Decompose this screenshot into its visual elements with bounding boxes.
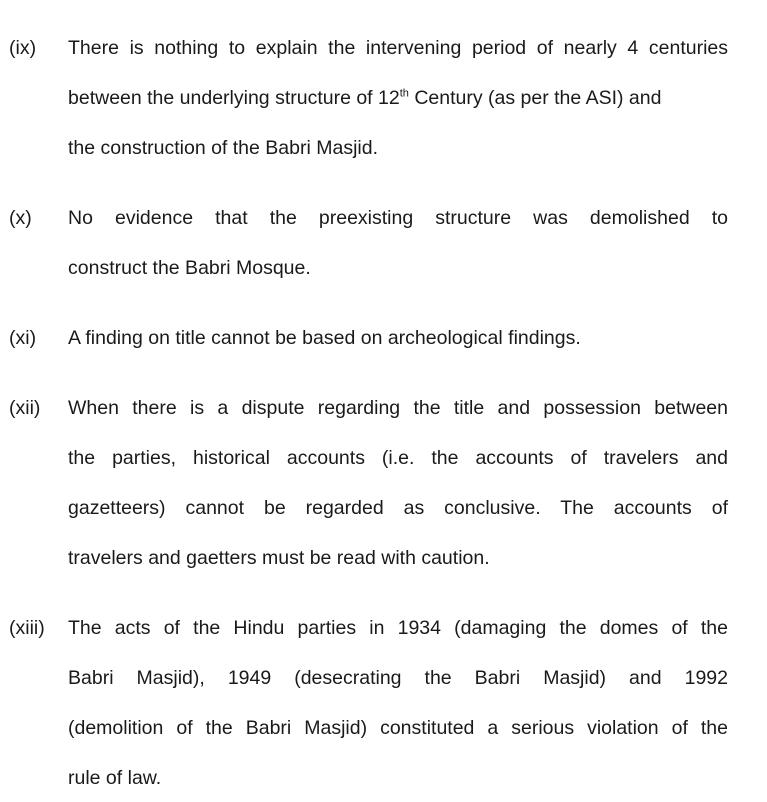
item-text-line: between the underlying structure of 12th Century (as per the ASI) and [68,87,662,109]
item-text-line: There is nothing to explain the intervening period of nearly 4 centuries [68,37,728,59]
item-text-line: the construction of the Babri Masjid. [68,137,378,159]
item-text-line: travelers and gaetters must be read with caution. [68,547,490,569]
item-text-line: gazetteers) cannot be regarded as conclusive. The accounts of [68,497,728,519]
item-number: (ix) [9,37,37,59]
item-text-line: The acts of the Hindu parties in 1934 (damaging the domes of the [68,617,728,639]
item-number: (xii) [9,397,41,419]
item-number: (xiii) [9,617,45,639]
item-number: (xi) [9,327,37,349]
item-text-line: No evidence that the preexisting structure was demolished to [68,207,728,229]
item-text-line: rule of law. [68,767,162,789]
item-text-line: construct the Babri Mosque. [68,257,311,279]
item-number: (x) [9,207,32,229]
item-text-line: When there is a dispute regarding the title and possession between [68,397,728,419]
item-text-line: A finding on title cannot be based on archeological findings. [68,327,581,349]
item-text-line: (demolition of the Babri Masjid) constituted a serious violation of the [68,717,728,739]
item-text-line: the parties, historical accounts (i.e. the accounts of travelers and [68,447,728,469]
item-text-line: Babri Masjid), 1949 (desecrating the Babri Masjid) and 1992 [68,667,728,689]
